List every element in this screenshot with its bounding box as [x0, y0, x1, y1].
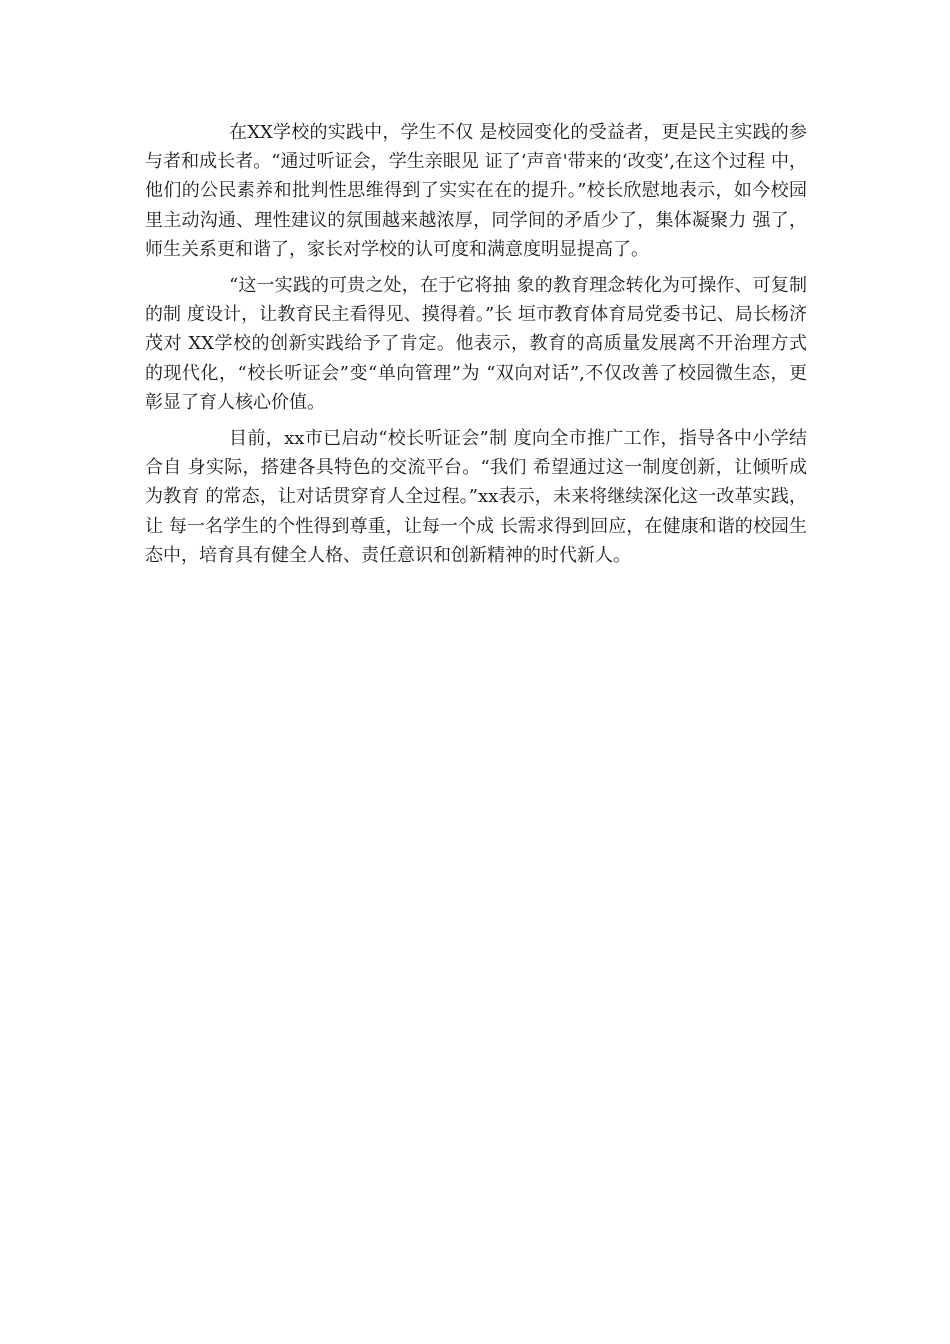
paragraph-1: 在XX学校的实践中，学生不仅 是校园变化的受益者，更是民主实践的参 与者和成长者。“通过听证会，学生亲眼见 证了‘声音'带来的‘改变’,在这个过程 中，他们的公民素养和批判性思维得到了实实在在的提升。”校长欣慰地表示，如今校园里主动沟通、理性建议的氛围越来越浓厚，同学间的矛盾少了，集体凝聚力 强了，师生关系更和谐了，家长对学校的认可度和满意度明显提高了。 [145, 122, 807, 260]
paragraph-3: 目前，xx市已启动“校长听证会”制 度向全市推广工作，指导各中小学结合自 身实际，搭建各具特色的交流平台。“我们 希望通过这一制度创新，让倾听成为教育 的常态，让对话贯穿育人全过程。”xx表示，未来将继续深化这一改革实践，让 每一名学生的个性得到尊重，让每一个成 长需求得到回应，在健康和谐的校园生态中，培育具有健全人格、责任意识和创新精神的时代新人。 [145, 428, 807, 566]
paragraph-2: “这一实践的可贵之处，在于它将抽 象的教育理念转化为可操作、可复制的制 度设计，让教育民主看得见、摸得着。”长 垣市教育体育局党委书记、局长杨济茂对 XX学校的创新实践给予了肯定。他表示，教育的高质量发展离不开治理方式 的现代化，“校长听证会”变“单向管理”为 “双向对话”,不仅改善了校园微生态，更 彰显了育人核心价值。 [145, 275, 807, 413]
article-body [145, 118, 807, 577]
